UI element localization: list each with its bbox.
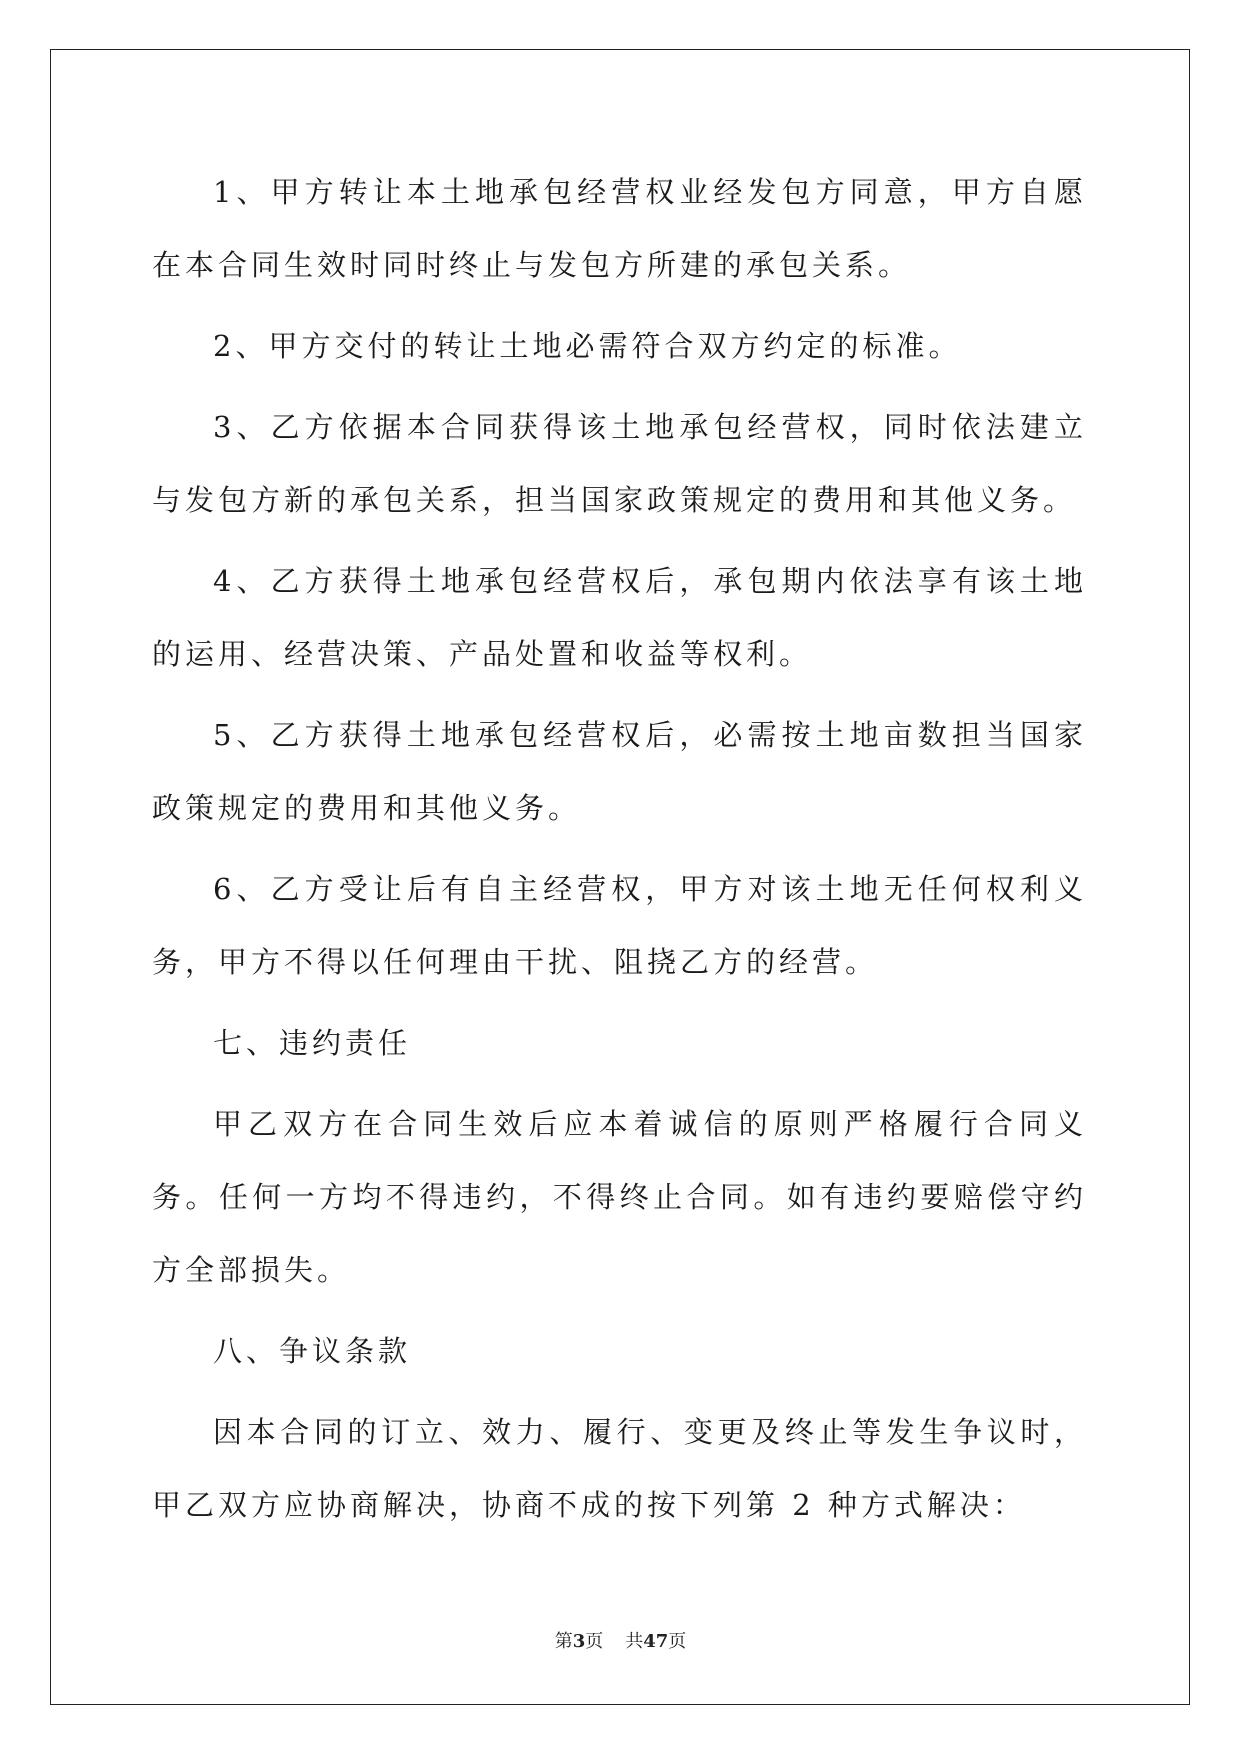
section-heading-breach: 七、违约责任: [213, 1026, 412, 1060]
clause-3-paragraph: 3、乙方依据本合同获得该土地承包经营权，同时依法建立与发包方新的承包关系，担当国家政策规定的费用和其他义务。: [152, 410, 1087, 517]
dispute-paragraph: 因本合同的订立、效力、履行、变更及终止等发生争议时，甲乙双方应协商解决，协商不成的按下列第 2 种方式解决：: [152, 1415, 1087, 1522]
document-body: [152, 156, 1087, 1550]
clause-5-paragraph: 5、乙方获得土地承包经营权后，必需按土地亩数担当国家政策规定的费用和其他义务。: [152, 718, 1087, 825]
clause-1-paragraph: 1、甲方转让本土地承包经营权业经发包方同意，甲方自愿在本合同生效时同时终止与发包方所建的承包关系。: [152, 175, 1087, 282]
clause-2-paragraph: 2、甲方交付的转让土地必需符合双方约定的标准。: [213, 329, 962, 363]
current-page-number: 3: [572, 1631, 586, 1652]
page-footer: [0, 1627, 1241, 1653]
footer-prefix: 第: [554, 1631, 573, 1652]
clause-6-paragraph: 6、乙方受让后有自主经营权，甲方对该土地无任何权利义务，甲方不得以任何理由干扰、阻挠乙方的经营。: [152, 872, 1087, 979]
footer-total-prefix: 共: [625, 1631, 644, 1652]
breach-paragraph: 甲乙双方在合同生效后应本着诚信的原则严格履行合同义务。任何一方均不得违约，不得终止合同。如有违约要赔偿守约方全部损失。: [152, 1107, 1087, 1287]
clause-4-paragraph: 4、乙方获得土地承包经营权后，承包期内依法享有该土地的运用、经营决策、产品处置和收益等权利。: [152, 564, 1087, 671]
footer-page-word: 页: [585, 1631, 604, 1652]
footer-total-suffix: 页: [668, 1631, 687, 1652]
total-pages-number: 47: [643, 1631, 669, 1652]
section-heading-dispute: 八、争议条款: [213, 1334, 412, 1368]
